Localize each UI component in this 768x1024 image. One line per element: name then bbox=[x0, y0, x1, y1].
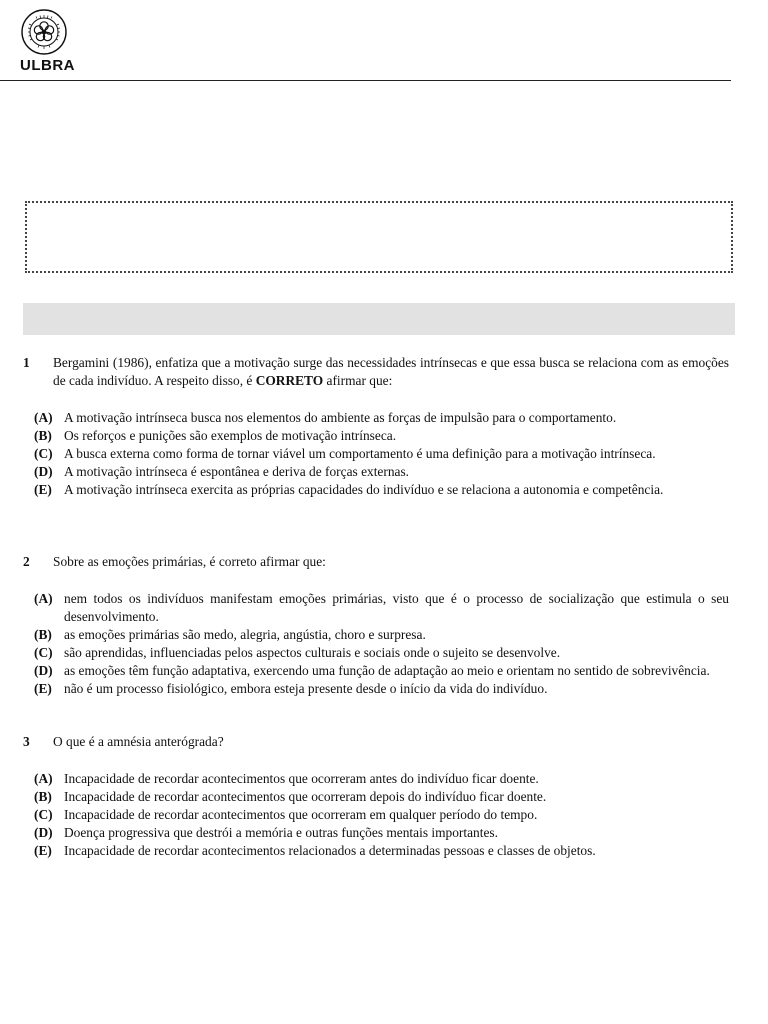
question-statement: O que é a amnésia anterógrada? bbox=[53, 734, 224, 749]
option-c[interactable]: (C) A busca externa como forma de tornar viável um comportamento é uma definição para a motivação intrínseca. bbox=[34, 446, 656, 461]
question-number: 3 bbox=[23, 734, 30, 749]
option-a[interactable]: (A) Incapacidade de recordar acontecimentos que ocorreram antes do indivíduo ficar doente. bbox=[34, 771, 539, 786]
instructions-box bbox=[25, 201, 733, 273]
header-divider bbox=[0, 80, 731, 81]
institution-name: ULBRA bbox=[20, 57, 75, 74]
question-statement: Sobre as emoções primárias, é correto afirmar que: bbox=[53, 554, 326, 569]
question-number: 1 bbox=[23, 355, 30, 370]
option-e[interactable]: (E) Incapacidade de recordar acontecimentos relacionados a determinadas pessoas e classes de objetos. bbox=[34, 843, 596, 858]
option-d[interactable]: (D) Doença progressiva que destrói a memória e outras funções mentais importantes. bbox=[34, 825, 498, 840]
question-2 bbox=[23, 553, 729, 698]
option-a[interactable]: (A) A motivação intrínseca busca nos elementos do ambiente as forças de impulsão para o comportamento. bbox=[34, 410, 617, 425]
option-c[interactable]: (C) Incapacidade de recordar acontecimentos que ocorreram em qualquer período do tempo. bbox=[34, 807, 538, 822]
question-statement: Bergamini (1986), enfatiza que a motivação surge das necessidades intrínsecas e que essa busca se relaciona com as emoções de cada indivíduo. A respeito disso, é CORRETO afirmar que: bbox=[53, 355, 729, 388]
option-d[interactable]: (D) A motivação intrínseca é espontânea e deriva de forças externas. bbox=[34, 464, 410, 479]
ulbra-logo bbox=[20, 8, 75, 74]
option-b[interactable]: (B) Incapacidade de recordar acontecimentos que ocorreram depois do indivíduo ficar doente. bbox=[34, 789, 547, 804]
seal-icon bbox=[20, 8, 68, 56]
option-d[interactable]: (D) as emoções têm função adaptativa, exercendo uma função de adaptação ao meio e orientam no sentido de sobrevivência. bbox=[34, 663, 710, 678]
question-3 bbox=[23, 733, 729, 860]
option-a[interactable]: (A) nem todos os indivíduos manifestam emoções primárias, visto que é o processo de socialização que estimula o seu desenvolvimento. bbox=[34, 591, 729, 624]
options-list bbox=[23, 409, 729, 499]
options-list bbox=[23, 590, 729, 698]
question-1 bbox=[23, 354, 729, 499]
option-e[interactable]: (E) A motivação intrínseca exercita as próprias capacidades do indivíduo e se relaciona a autonomia e competência. bbox=[34, 482, 664, 497]
option-b[interactable]: (B) as emoções primárias são medo, alegria, angústia, choro e surpresa. bbox=[34, 627, 426, 642]
options-list bbox=[23, 770, 729, 860]
option-c[interactable]: (C) são aprendidas, influenciadas pelos aspectos culturais e sociais onde o sujeito se desenvolve. bbox=[34, 645, 561, 660]
question-number: 2 bbox=[23, 554, 30, 569]
option-b[interactable]: (B) Os reforços e punições são exemplos de motivação intrínseca. bbox=[34, 428, 397, 443]
section-title-band bbox=[23, 303, 735, 335]
option-e[interactable]: (E) não é um processo fisiológico, embora esteja presente desde o início da vida do indivíduo. bbox=[34, 681, 548, 696]
